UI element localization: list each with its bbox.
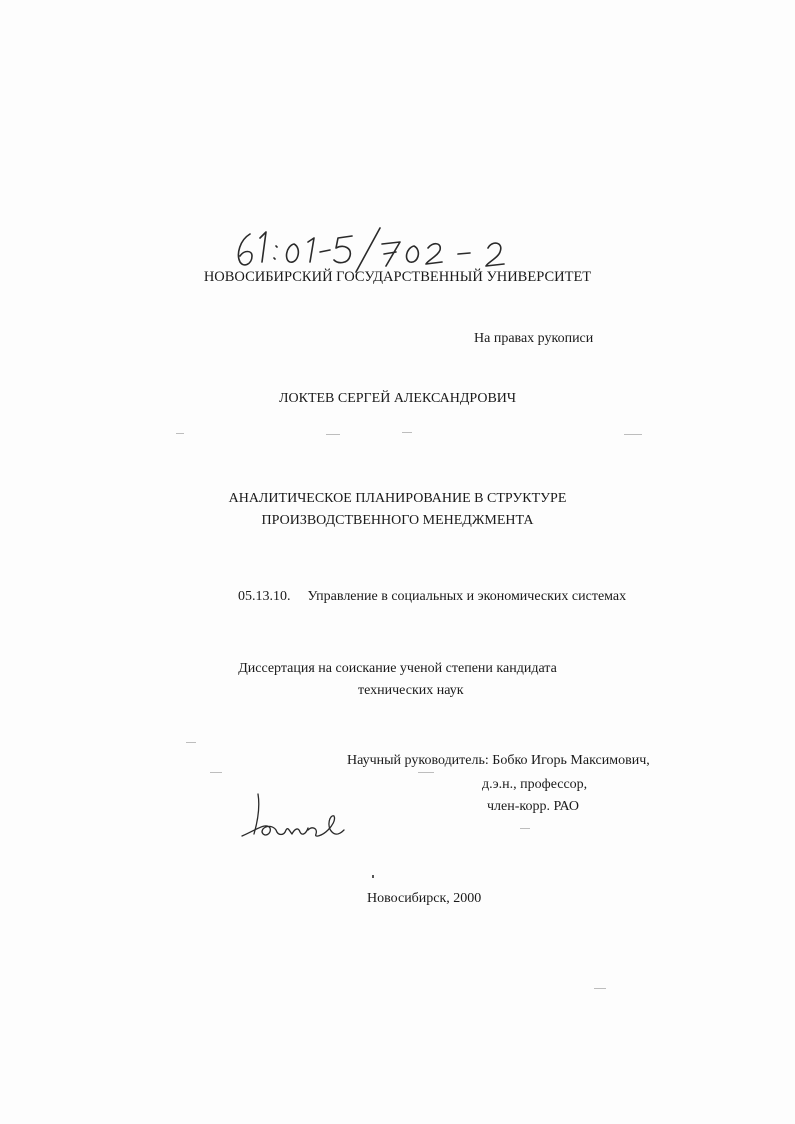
- supervisor-line: [347, 752, 650, 770]
- dissertation-title-line-1: АНАЛИТИЧЕСКОЕ ПЛАНИРОВАНИЕ В СТРУКТУРЕ: [228, 491, 567, 506]
- scan-artifact: [210, 772, 222, 773]
- specialty-name: Управление в социальных и экономических системах: [307, 589, 627, 604]
- scan-artifact: [326, 434, 340, 435]
- scan-artifact: [176, 433, 184, 434]
- author-name: ЛОКТЕВ СЕРГЕЙ АЛЕКСАНДРОВИЧ: [279, 391, 516, 406]
- scan-artifact: [624, 434, 642, 435]
- specialty-line: [238, 588, 626, 606]
- specialty-code: 05.13.10.: [238, 589, 291, 604]
- university-name: НОВОСИБИРСКИЙ ГОСУДАРСТВЕННЫЙ УНИВЕРСИТЕТ: [203, 269, 592, 285]
- scan-artifact: [372, 875, 374, 878]
- scan-artifact: [594, 988, 606, 989]
- scan-artifact: [186, 742, 196, 743]
- scan-artifact: [418, 772, 434, 773]
- handwritten-archive-code: [230, 226, 570, 274]
- dissertation-type-line-2: технических наук: [358, 683, 464, 698]
- supervisor-label: Научный руководитель:: [347, 753, 489, 768]
- place-and-year: Новосибирск, 2000: [367, 891, 482, 906]
- supervisor-degree: д.э.н., профессор,: [482, 777, 588, 792]
- handwritten-signature: [236, 786, 348, 850]
- supervisor-rank: член-корр. РАО: [487, 799, 580, 814]
- dissertation-title-line-2: ПРОИЗВОДСТВЕННОГО МЕНЕДЖМЕНТА: [261, 513, 534, 528]
- supervisor-name: Бобко Игорь Максимович,: [492, 753, 650, 768]
- scan-artifact: [520, 828, 530, 829]
- dissertation-type-line-1: Диссертация на соискание ученой степени кандидата: [238, 661, 557, 676]
- manuscript-rights-note: На правах рукописи: [474, 331, 594, 346]
- scan-artifact: [402, 432, 412, 433]
